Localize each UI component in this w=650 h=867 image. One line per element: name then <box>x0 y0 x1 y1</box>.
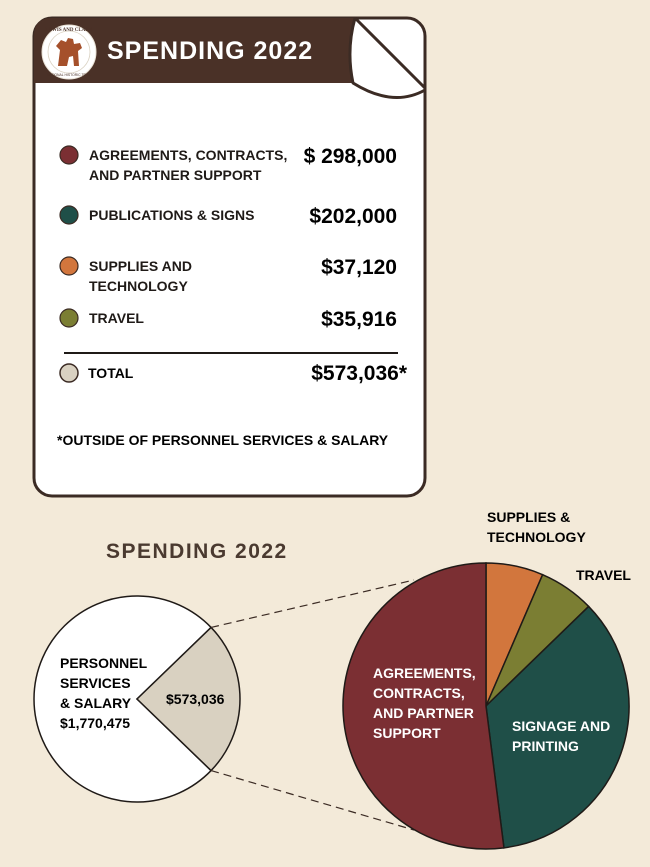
personnel-label-line: SERVICES <box>60 675 131 691</box>
total-swatch <box>60 364 78 382</box>
program-spending-pie-chart <box>343 509 631 849</box>
legend-amount: $35,916 <box>321 308 397 331</box>
program-label-line: $573,036 <box>166 691 225 707</box>
legend-amount: $202,000 <box>309 205 397 228</box>
slice-label-agreements-line: CONTRACTS, <box>373 685 465 701</box>
legend-swatch <box>60 309 78 327</box>
legend-label-line: AGREEMENTS, CONTRACTS, <box>89 147 288 163</box>
slice-label-travel-line: TRAVEL <box>576 567 631 583</box>
legend-label-line: SUPPLIES AND <box>89 258 192 274</box>
slice-label-supplies <box>487 509 586 545</box>
total-label: TOTAL <box>88 365 134 381</box>
legend-card <box>34 18 425 496</box>
legend-label-line: TECHNOLOGY <box>89 278 188 294</box>
slice-label-agreements-line: AGREEMENTS, <box>373 665 476 681</box>
program-label <box>166 691 225 707</box>
slice-label-signage-line: PRINTING <box>512 738 579 754</box>
slice-label-signage-line: SIGNAGE AND <box>512 718 611 734</box>
personnel-label-line: $1,770,475 <box>60 715 131 731</box>
slice-label-agreements-line: AND PARTNER <box>373 705 474 721</box>
legend-label-line: AND PARTNER SUPPORT <box>89 167 262 183</box>
personnel-label-line: & SALARY <box>60 695 132 711</box>
legend-swatch <box>60 257 78 275</box>
total-amount: $573,036* <box>311 362 407 385</box>
slice-label-supplies-line: SUPPLIES & <box>487 509 571 525</box>
chart-heading: SPENDING 2022 <box>106 540 288 563</box>
card-title: SPENDING 2022 <box>107 37 314 65</box>
legend-label-line: TRAVEL <box>89 310 144 326</box>
legend-amount: $ 298,000 <box>303 145 397 168</box>
legend-label <box>89 207 254 223</box>
slice-label-agreements-line: SUPPORT <box>373 725 441 741</box>
logo-bottom-text: NATIONAL HISTORIC TRAIL <box>46 73 92 77</box>
legend-swatch <box>60 146 78 164</box>
slice-label-supplies-line: TECHNOLOGY <box>487 529 586 545</box>
legend-label-line: PUBLICATIONS & SIGNS <box>89 207 255 223</box>
logo-top-text: LEWIS AND CLARK <box>45 28 93 33</box>
trail-logo <box>42 25 96 79</box>
footnote: *OUTSIDE OF PERSONNEL SERVICES & SALARY <box>57 432 389 448</box>
personnel-label-line: PERSONNEL <box>60 655 148 671</box>
slice-label-travel <box>576 567 631 583</box>
legend-swatch <box>60 206 78 224</box>
legend-label <box>89 310 144 326</box>
personnel-pie-chart <box>34 596 240 802</box>
legend-amount: $37,120 <box>321 256 397 279</box>
